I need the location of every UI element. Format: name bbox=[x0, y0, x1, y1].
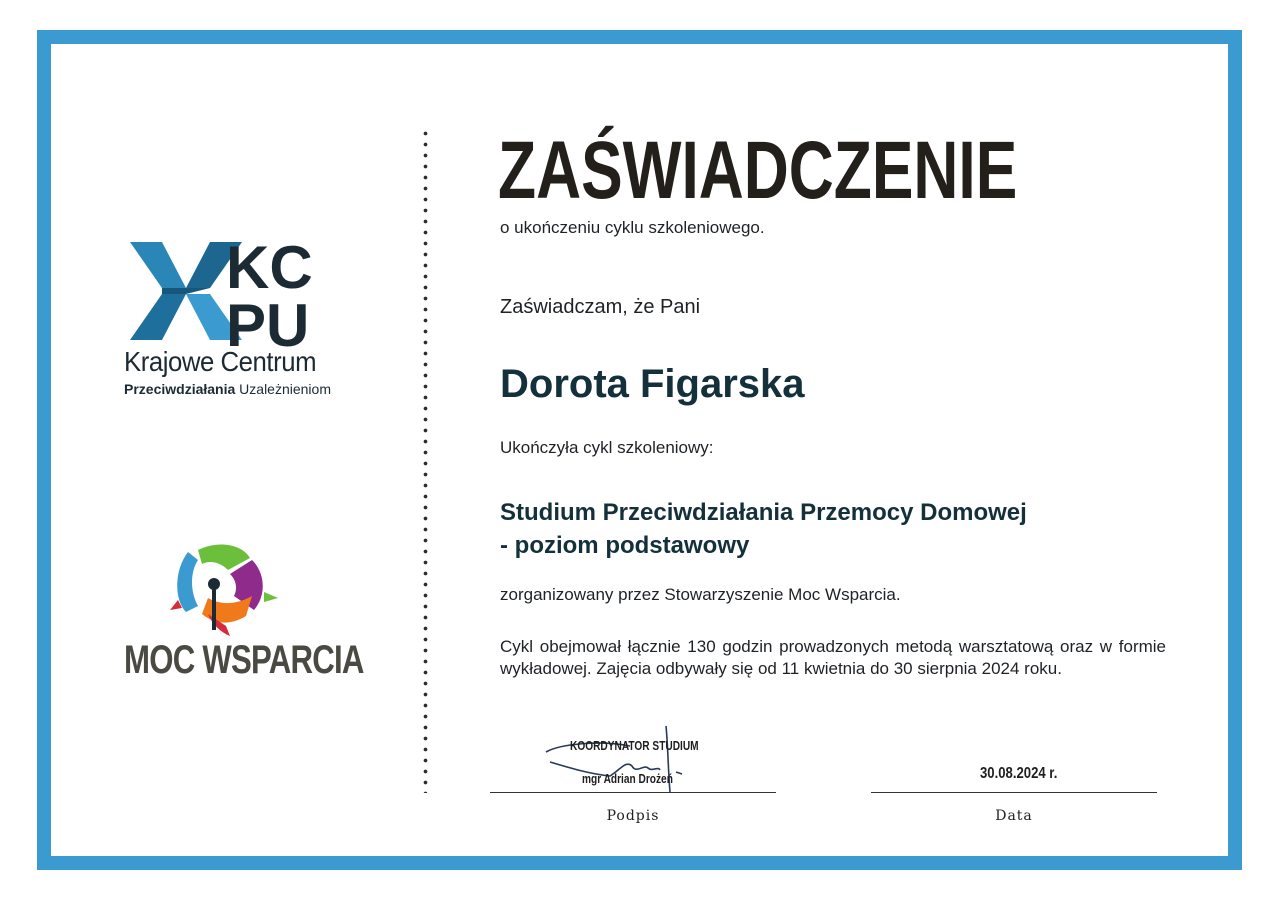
date-value: 30.08.2024 r. bbox=[980, 765, 1058, 782]
course-description: Cykl obejmował łącznie 130 godzin prowadzonych metodą warsztatową oraz w formie wykładowej. Zajęcia odbywały się od 11 kwietnia do 30 sierpnia 2024 roku. bbox=[500, 637, 1166, 678]
dotted-divider bbox=[423, 128, 428, 793]
signature-line bbox=[490, 792, 776, 793]
completed-label: Ukończyła cykl szkoleniowy: bbox=[500, 438, 714, 457]
course-title-line1: Studium Przeciwdziałania Przemocy Domowej bbox=[500, 499, 1027, 526]
date-label: Data bbox=[995, 808, 1033, 824]
kcpu-logo-mark bbox=[122, 236, 322, 348]
certificate-title: ZAŚWIADCZENIE bbox=[498, 125, 1018, 216]
kcpu-letters-bottom: PU bbox=[226, 292, 310, 348]
certificate-subtitle: o ukończeniu cyklu szkoleniowego. bbox=[500, 218, 765, 237]
signature-label: Podpis bbox=[606, 808, 660, 824]
moc-wsparcia-logo-mark bbox=[168, 540, 280, 644]
course-title bbox=[500, 496, 1027, 562]
course-title-line2: - poziom podstawowy bbox=[500, 532, 750, 559]
moc-wsparcia-wordmark: MOC WSPARCIA bbox=[124, 638, 364, 682]
kcpu-name-bold: Przeciwdziałania bbox=[124, 381, 236, 397]
kcpu-name-rest: Uzależnieniom bbox=[235, 381, 331, 397]
kcpu-letters-top: KC bbox=[226, 236, 313, 301]
coordinator-stamp-title: KOORDYNATOR STUDIUM bbox=[570, 738, 699, 753]
date-line bbox=[871, 792, 1157, 793]
coordinator-stamp-name: mgr Adrian Drożeń bbox=[582, 771, 673, 786]
kcpu-name-line2 bbox=[124, 381, 331, 397]
organizer-text: zorganizowany przez Stowarzyszenie Moc Wsparcia. bbox=[500, 585, 901, 604]
intro-text: Zaświadczam, że Pani bbox=[500, 296, 701, 318]
recipient-name: Dorota Figarska bbox=[500, 362, 805, 406]
kcpu-name-line1: Krajowe Centrum bbox=[124, 346, 317, 377]
